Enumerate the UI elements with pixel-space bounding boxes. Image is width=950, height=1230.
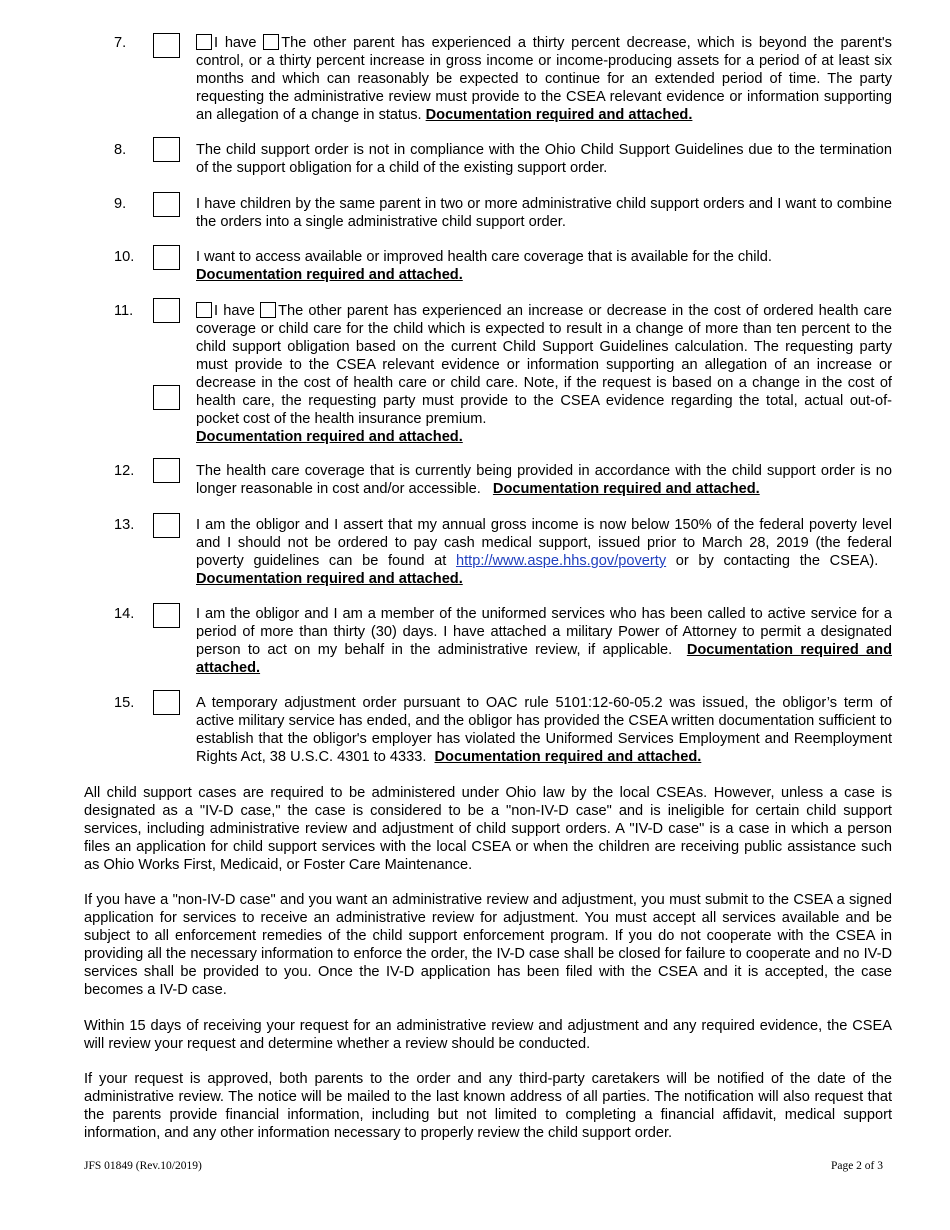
item-number: 12. xyxy=(114,463,135,479)
item-text: I have The other parent has experienced an increase or decrease in the cost of ordered health care coverage or child care for the child which is expected to result in a change of more than ten percent to the child support obligation based on the current Child Support Guidelines calculation. The requesting party must provide to the CSEA relevant evidence or information supporting an allegation of an increase or decrease in the cost of health care or child care. Note, if the request is based on a change in the cost of health care, the requesting party must provide to the CSEA evidence regarding the total, actual out-of-pocket cost of the health insurance premium. Documentation required and attached. xyxy=(196,303,893,445)
checkbox-item-11-decrease[interactable] xyxy=(153,385,180,410)
item-number: 7. xyxy=(114,35,127,51)
documentation-required: Documentation required and attached. xyxy=(196,267,463,283)
checkbox-other-parent[interactable] xyxy=(263,34,279,50)
checkbox-item-10[interactable] xyxy=(153,245,180,270)
item-text: The child support order is not in compliance with the Ohio Child Support Guidelines due to the termination of the support obligation for a child of the existing support order. xyxy=(196,142,892,176)
item-number: 11. xyxy=(114,303,134,319)
item-number: 13. xyxy=(114,517,135,533)
item-text: The health care coverage that is currently being provided in accordance with the child support order is no longer reasonable in cost and/or accessible. Documentation required and attached. xyxy=(196,463,892,497)
documentation-required: Documentation required and attached. xyxy=(492,481,760,497)
checkbox-item-11-increase[interactable] xyxy=(153,298,180,323)
documentation-required: Documentation required and attached. xyxy=(196,642,892,676)
item-number: 9. xyxy=(114,196,127,212)
poverty-guidelines-link[interactable]: http://www.aspe.hhs.gov/poverty xyxy=(456,553,667,569)
documentation-required: Documentation required and attached. xyxy=(434,749,702,765)
checkbox-item-13[interactable] xyxy=(153,513,180,538)
item-text: I want to access available or improved health care coverage that is available for the child. Documentation required and attached. xyxy=(196,249,772,283)
documentation-required: Documentation required and attached. xyxy=(425,107,693,123)
checkbox-other-parent[interactable] xyxy=(260,302,276,318)
item-text: I have The other parent has experienced a thirty percent decrease, which is beyond the parent's control, or a thirty percent increase in gross income or income-producing assets for a period of at least six months and which can reasonably be expected to continue for an extended period of time. The party requesting the administrative review must provide to the CSEA relevant evidence or information supporting an allegation of a change in status. Documentation required and attached. xyxy=(196,35,892,123)
paragraph-request-approved: If your request is approved, both parents to the order and any third-party caretakers will be notified of the date of the administrative review. The notice will be mailed to the last known address of all parties. The notification will also request that the parents provide financial information, including but not limited to completing a financial affidavit, medical support information, and any other information necessary to properly review the child support order. xyxy=(84,1071,892,1141)
checkbox-i-have[interactable] xyxy=(196,34,212,50)
page-number: Page 2 of 3 xyxy=(830,1160,883,1172)
item-text: I am the obligor and I assert that my annual gross income is now below 150% of the federal poverty level and I should not be ordered to pay cash medical support, issued prior to March 28, 2019 (the federal poverty guidelines can be found at http://www.aspe.hhs.gov/poverty or by contacting the CSEA). Documentation required and attached. xyxy=(196,517,892,587)
item-number: 15. xyxy=(114,695,135,711)
paragraph-non-iv-d-case: If you have a "non-IV-D case" and you want an administrative review and adjustment, you must submit to the CSEA a signed application for services to receive an administrative review for adjustment. You must accept all services available and be subject to all enforcement remedies of the child support enforcement program. If you do not cooperate with the CSEA in providing all the necessary information to enforce the order, the IV-D case shall be closed for failure to cooperate and no IV-D services shall be provided to you. Once the IV-D application has been filed with the CSEA and it is accepted, the case becomes a IV-D case. xyxy=(84,892,892,998)
item-text: I have children by the same parent in two or more administrative child support orders and I want to combine the orders into a single administrative child support order. xyxy=(196,196,892,230)
checkbox-item-14[interactable] xyxy=(153,603,180,628)
checkbox-item-12[interactable] xyxy=(153,458,180,483)
documentation-required: Documentation required and attached. xyxy=(196,429,463,445)
paragraph-iv-d-case: All child support cases are required to be administered under Ohio law by the local CSEAs. However, unless a case is designated as a "IV-D case," the case is considered to be a "non-IV-D case" and is ineligible for certain child support services, including administrative review and adjustment of child support orders. A "IV-D case" is a case in which a person files an application for child support services with the local CSEA or when the children are receiving public assistance such as Ohio Works First, Medicaid, or Foster Care Maintenance. xyxy=(84,785,892,873)
item-number: 8. xyxy=(114,142,127,158)
item-number: 10. xyxy=(114,249,135,265)
checkbox-item-9[interactable] xyxy=(153,192,180,217)
item-text: A temporary adjustment order pursuant to OAC rule 5101:12-60-05.2 was issued, the obligor’s term of active military service has ended, and the obligor has provided the CSEA written documentation sufficient to establish that the obligor's employer has violated the Uniformed Services Employment and Reemployment Rights Act, 38 U.S.C. 4301 to 4333. Documentation required and attached. xyxy=(196,695,892,765)
checkbox-item-7[interactable] xyxy=(153,33,180,58)
checkbox-i-have[interactable] xyxy=(196,302,212,318)
item-text: I am the obligor and I am a member of the uniformed services who has been called to active service for a period of more than thirty (30) days. I have attached a military Power of Attorney to permit a designated person to act on my behalf in the administrative review, if applicable. Documentation required and attached. xyxy=(196,606,892,676)
documentation-required: Documentation required and attached. xyxy=(196,571,463,587)
form-id: JFS 01849 (Rev.10/2019) xyxy=(84,1160,202,1172)
paragraph-15-days: Within 15 days of receiving your request for an administrative review and adjustment and any required evidence, the CSEA will review your request and determine whether a review should be conducted. xyxy=(84,1018,892,1052)
item-number: 14. xyxy=(114,606,135,622)
checkbox-item-15[interactable] xyxy=(153,690,180,715)
checkbox-item-8[interactable] xyxy=(153,137,180,162)
